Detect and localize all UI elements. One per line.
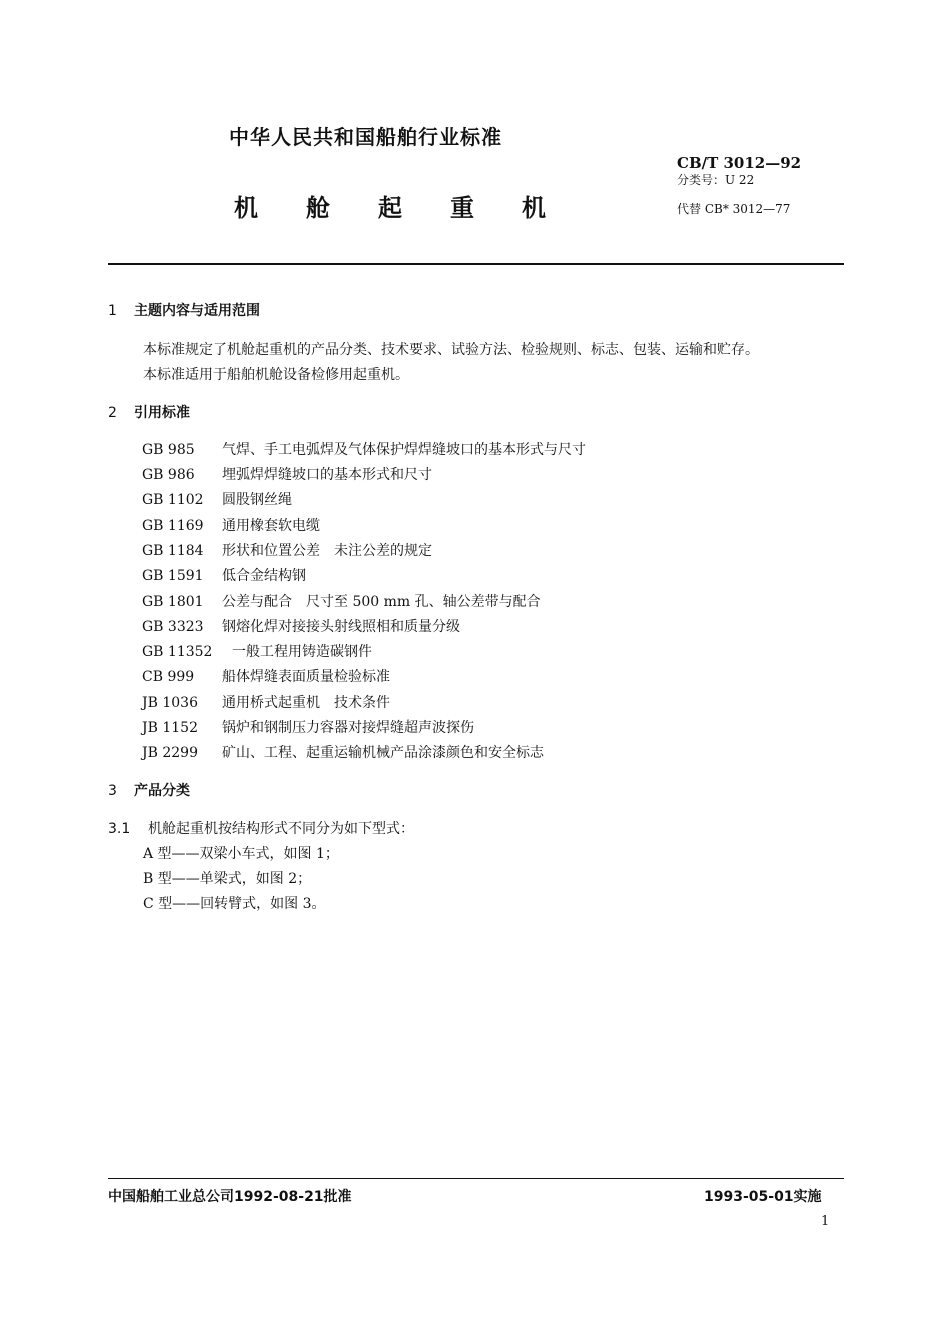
section-3-heading [108,780,190,800]
reference-row [142,666,390,686]
reference-code: JB 1152 [142,720,198,736]
reference-title: 圆股钢丝绳 [222,492,292,508]
type-item: C 型——回转臂式，如图 3。 [143,896,326,912]
reference-code: GB 3323 [142,619,204,635]
reference-code: JB 2299 [142,745,198,761]
reference-title: 埋弧焊焊缝坡口的基本形式和尺寸 [222,467,432,483]
reference-code: GB 1102 [142,492,204,508]
section-title: 引用标准 [134,405,190,421]
standard-code: CB/T 3012—92 [677,154,802,172]
footer-rule [108,1178,844,1179]
reference-row [142,439,586,459]
reference-code: CB 999 [142,669,195,685]
section-1-paragraph: 本标准规定了机舱起重机的产品分类、技术要求、试验方法、检验规则、标志、包装、运输和贮存。 [143,342,759,358]
reference-row [142,616,460,636]
reference-title: 公差与配合 尺寸至 500 mm 孔、轴公差带与配合 [222,594,541,610]
reference-title: 通用桥式起重机 技术条件 [222,695,390,711]
reference-code: JB 1036 [142,695,198,711]
reference-title: 锅炉和钢制压力容器对接焊缝超声波探伤 [222,720,474,736]
section-number: 2 [108,405,117,421]
reference-row [142,641,372,661]
header-rule [108,263,844,265]
reference-row [142,692,390,712]
reference-row [142,717,474,737]
section-title: 主题内容与适用范围 [134,303,260,319]
section-1-heading [108,300,260,320]
reference-code: GB 1591 [142,568,204,584]
section-1-paragraph: 本标准适用于船舶机舱设备检修用起重机。 [143,367,409,383]
reference-row [142,540,432,560]
section-number: 3 [108,783,117,799]
reference-title: 钢熔化焊对接接头射线照相和质量分级 [222,619,460,635]
clause-number: 3.1 [108,821,131,837]
page-number: 1 [821,1214,830,1229]
classification-number: 分类号：U 22 [677,173,755,187]
reference-title: 形状和位置公差 未注公差的规定 [222,543,432,559]
reference-code: GB 1801 [142,594,204,610]
section-number: 1 [108,303,117,319]
standard-title: 机舱起重机 [234,194,594,222]
reference-title: 船体焊缝表面质量检验标准 [222,669,390,685]
section-2-heading [108,402,190,422]
type-item: A 型——双梁小车式，如图 1； [143,846,339,862]
reference-row [142,742,544,762]
reference-row [142,565,306,585]
reference-code: GB 11352 [142,644,213,660]
implementation-date: 1993-05-01实施 [704,1189,822,1205]
reference-row [142,464,432,484]
replaces-standard: 代替 CB* 3012—77 [677,202,791,216]
reference-row [142,515,320,535]
reference-code: GB 1169 [142,518,204,534]
section-title: 产品分类 [134,783,190,799]
reference-row [142,591,541,611]
clause-3-1 [108,818,414,838]
reference-code: GB 985 [142,442,195,458]
reference-title: 一般工程用铸造碳钢件 [232,644,372,660]
reference-title: 通用橡套软电缆 [222,518,320,534]
clause-text: 机舱起重机按结构形式不同分为如下型式： [148,821,414,837]
approval-date: 中国船舶工业总公司1992-08-21批准 [108,1189,352,1205]
reference-code: GB 986 [142,467,195,483]
standard-organization: 中华人民共和国船舶行业标准 [229,125,502,149]
reference-row [142,489,292,509]
reference-title: 低合金结构钢 [222,568,306,584]
reference-title: 矿山、工程、起重运输机械产品涂漆颜色和安全标志 [222,745,544,761]
reference-code: GB 1184 [142,543,204,559]
type-item: B 型——单梁式，如图 2； [143,871,312,887]
reference-title: 气焊、手工电弧焊及气体保护焊焊缝坡口的基本形式与尺寸 [222,442,586,458]
